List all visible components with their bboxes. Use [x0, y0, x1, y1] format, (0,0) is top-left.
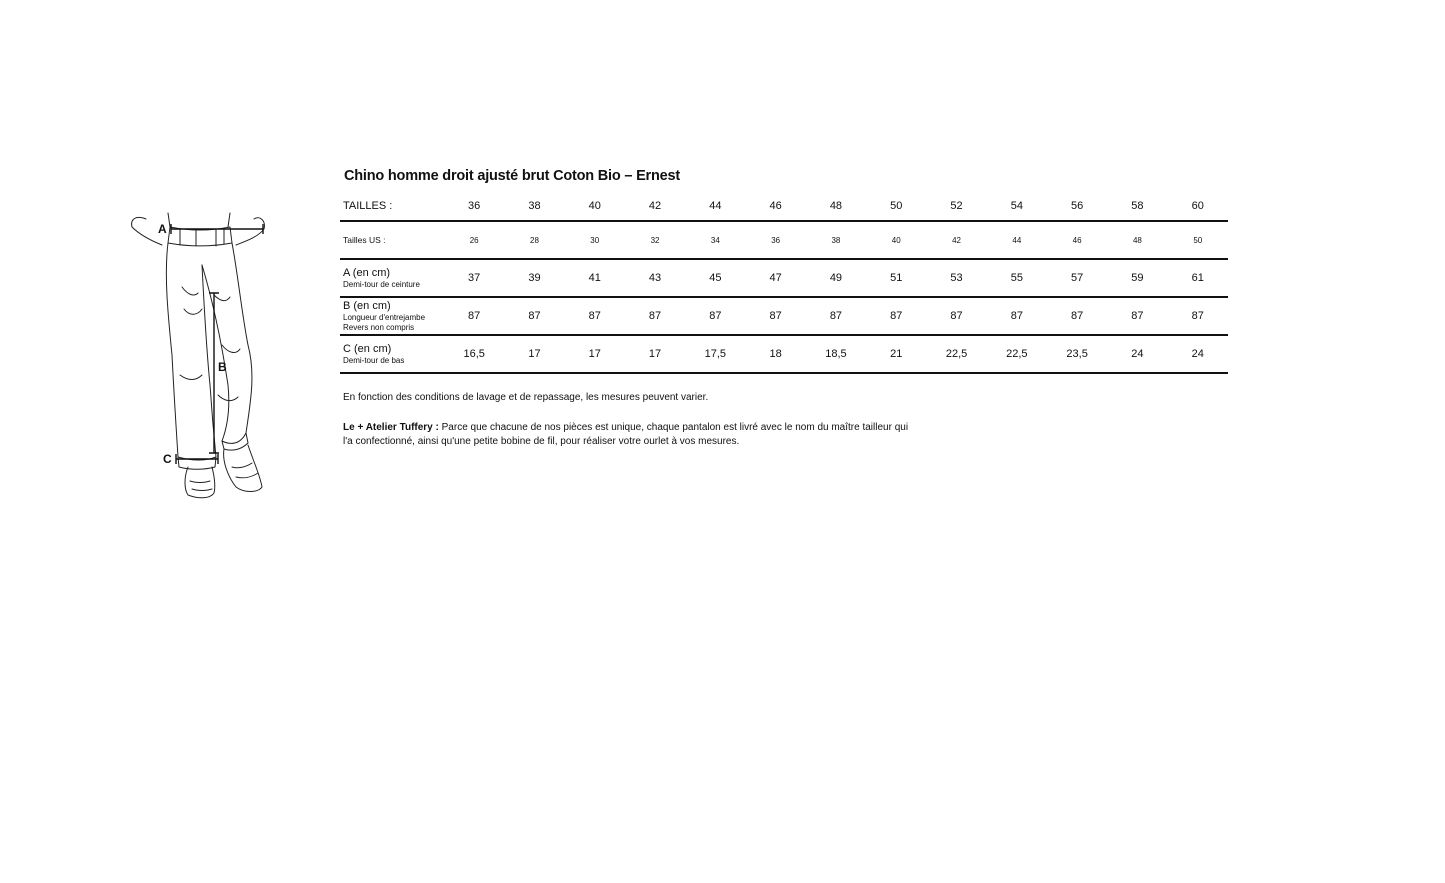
value-cell: 41	[565, 259, 625, 297]
measure-c-desc: Demi-tour de bas	[343, 355, 405, 365]
value-cell: 17	[504, 335, 564, 373]
us-size-cell: 28	[504, 221, 564, 259]
measure-c-name: C (en cm)	[343, 342, 392, 355]
washing-note: En fonction des conditions de lavage et de repassage, les mesures peuvent varier.	[343, 392, 709, 403]
value-cell: 61	[1168, 259, 1228, 297]
value-cell: 87	[806, 297, 866, 335]
value-cell: 59	[1107, 259, 1167, 297]
value-cell: 17	[565, 335, 625, 373]
measure-a-label	[340, 259, 444, 297]
size-cell: 42	[625, 192, 685, 221]
value-cell: 87	[1107, 297, 1167, 335]
measure-b-name: B (en cm)	[343, 299, 391, 312]
value-cell: 24	[1107, 335, 1167, 373]
us-size-cell: 40	[866, 221, 926, 259]
value-cell: 87	[746, 297, 806, 335]
measure-row-b	[340, 297, 1228, 335]
us-size-cell: 42	[926, 221, 986, 259]
value-cell: 87	[685, 297, 745, 335]
value-cell: 51	[866, 259, 926, 297]
measure-c-label	[340, 335, 444, 373]
value-cell: 87	[444, 297, 504, 335]
value-cell: 22,5	[987, 335, 1047, 373]
value-cell: 23,5	[1047, 335, 1107, 373]
measure-a-line	[171, 224, 263, 234]
size-cell: 44	[685, 192, 745, 221]
us-size-cell: 34	[685, 221, 745, 259]
value-cell: 87	[866, 297, 926, 335]
value-cell: 49	[806, 259, 866, 297]
value-cell: 45	[685, 259, 745, 297]
size-cell: 58	[1107, 192, 1167, 221]
measure-c-line	[176, 454, 218, 464]
value-cell: 37	[444, 259, 504, 297]
value-cell: 18,5	[806, 335, 866, 373]
us-size-cell: 26	[444, 221, 504, 259]
measure-a-desc: Demi-tour de ceinture	[343, 279, 420, 289]
page-title: Chino homme droit ajusté brut Coton Bio – Ernest	[344, 168, 680, 184]
waistband	[168, 227, 232, 246]
trousers-figure	[118, 205, 288, 505]
size-cell: 38	[504, 192, 564, 221]
us-size-cell: 46	[1047, 221, 1107, 259]
us-size-cell: 30	[565, 221, 625, 259]
right-shoe	[224, 445, 262, 492]
size-cell: 60	[1168, 192, 1228, 221]
value-cell: 43	[625, 259, 685, 297]
value-cell: 87	[504, 297, 564, 335]
value-cell: 24	[1168, 335, 1228, 373]
measure-row-c	[340, 335, 1228, 373]
size-table	[340, 192, 1228, 374]
value-cell: 87	[1047, 297, 1107, 335]
label-a: A	[158, 222, 167, 236]
size-cell: 54	[987, 192, 1047, 221]
value-cell: 21	[866, 335, 926, 373]
atelier-note-text: Parce que chacune de nos pièces est unique, chaque pantalon est livré avec le nom du maître tailleur qui l'a confectionné, ainsi qu'une petite bobine de fil, pour réaliser votre ourlet à vos mesures.	[343, 422, 909, 447]
value-cell: 17,5	[685, 335, 745, 373]
us-size-cell: 50	[1168, 221, 1228, 259]
size-cell: 52	[926, 192, 986, 221]
measure-b-note: Revers non compris	[343, 322, 415, 332]
measure-b-label	[340, 297, 444, 335]
label-b: B	[218, 360, 227, 374]
us-size-cell: 38	[806, 221, 866, 259]
size-cell: 46	[746, 192, 806, 221]
size-cell: 48	[806, 192, 866, 221]
value-cell: 39	[504, 259, 564, 297]
sizes-label: TAILLES :	[340, 192, 444, 221]
measure-a-name: A (en cm)	[343, 266, 391, 279]
size-cell: 40	[565, 192, 625, 221]
value-cell: 87	[926, 297, 986, 335]
size-cell: 56	[1047, 192, 1107, 221]
us-sizes-label: Tailles US :	[340, 221, 444, 259]
measure-b-desc: Longueur d'entrejambe	[343, 312, 426, 322]
size-cell: 36	[444, 192, 504, 221]
value-cell: 87	[987, 297, 1047, 335]
right-leg-outer	[232, 243, 252, 433]
value-cell: 22,5	[926, 335, 986, 373]
us-sizes-row	[340, 221, 1228, 259]
right-hand	[236, 218, 264, 245]
atelier-note	[343, 421, 913, 449]
us-size-cell: 48	[1107, 221, 1167, 259]
sizes-row	[340, 192, 1228, 221]
trousers-illustration	[118, 205, 288, 505]
size-cell: 50	[866, 192, 926, 221]
value-cell: 17	[625, 335, 685, 373]
value-cell: 87	[1168, 297, 1228, 335]
right-leg-inner	[202, 265, 229, 441]
left-leg-outer	[166, 243, 178, 457]
value-cell: 47	[746, 259, 806, 297]
value-cell: 16,5	[444, 335, 504, 373]
us-size-cell: 44	[987, 221, 1047, 259]
value-cell: 53	[926, 259, 986, 297]
measure-row-a	[340, 259, 1228, 297]
value-cell: 57	[1047, 259, 1107, 297]
us-size-cell: 32	[625, 221, 685, 259]
value-cell: 87	[565, 297, 625, 335]
value-cell: 18	[746, 335, 806, 373]
us-size-cell: 36	[746, 221, 806, 259]
value-cell: 55	[987, 259, 1047, 297]
value-cell: 87	[625, 297, 685, 335]
label-c: C	[163, 452, 172, 466]
atelier-note-label: Le + Atelier Tuffery :	[343, 422, 439, 433]
